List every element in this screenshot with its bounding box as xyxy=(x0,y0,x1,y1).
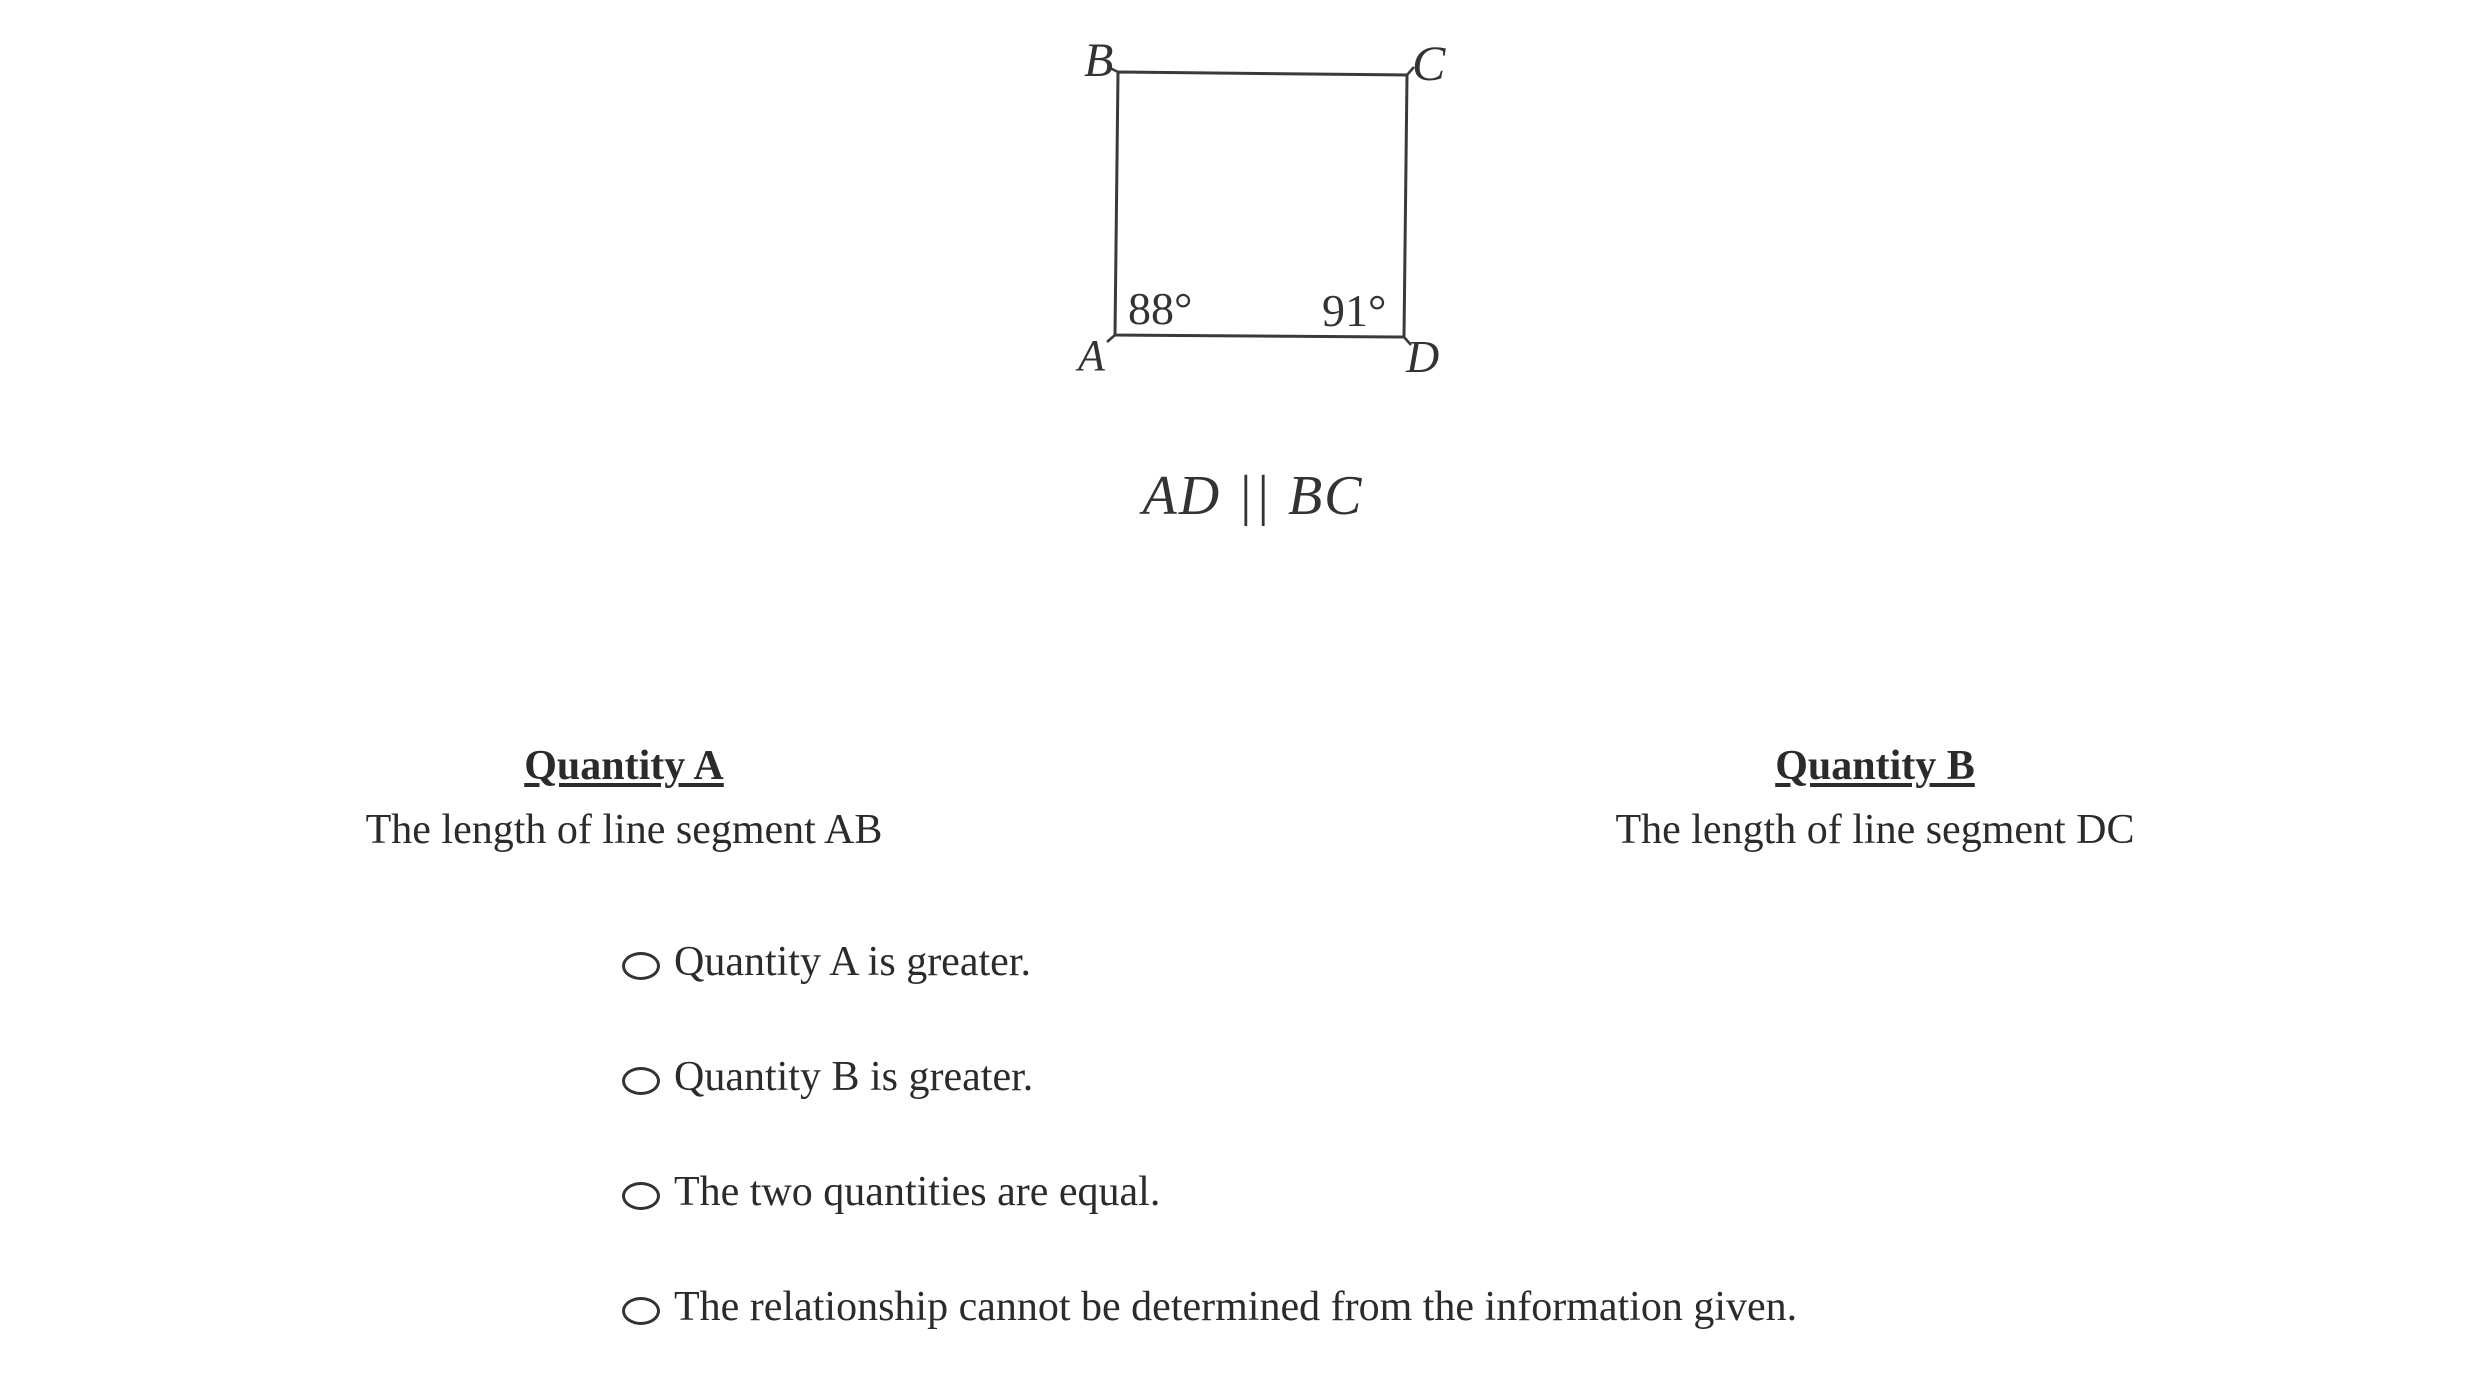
vertex-label-a: A xyxy=(1078,331,1105,380)
vertex-label-d: D xyxy=(1406,331,1440,382)
option-label[interactable]: The relationship cannot be determined from the information given. xyxy=(674,1284,1798,1330)
quantity-b-column xyxy=(1425,740,2325,856)
answer-options xyxy=(622,930,2322,1390)
quantity-b-description: The length of line segment DC xyxy=(1615,807,2135,853)
option-b-greater[interactable] xyxy=(622,1045,2322,1109)
radio-button-icon[interactable] xyxy=(622,1182,660,1210)
option-label[interactable]: Quantity B is greater. xyxy=(674,1054,1034,1100)
vertex-label-b: B xyxy=(1084,34,1114,87)
option-equal[interactable] xyxy=(622,1160,2322,1224)
angle-a-label: 88° xyxy=(1128,283,1193,334)
quantity-a-description: The length of line segment AB xyxy=(365,807,883,853)
quantity-b-title: Quantity B xyxy=(1775,743,1975,789)
quadrilateral-figure xyxy=(0,0,2484,560)
vertex-label-c: C xyxy=(1412,35,1446,91)
parallel-statement: AD || BC xyxy=(1142,465,1364,527)
vertex-a-tick xyxy=(1107,335,1115,342)
radio-button-icon[interactable] xyxy=(622,1297,660,1325)
option-a-greater[interactable] xyxy=(622,930,2322,994)
option-label[interactable]: Quantity A is greater. xyxy=(674,939,1031,985)
quantity-a-title: Quantity A xyxy=(524,743,724,789)
radio-button-icon[interactable] xyxy=(622,952,660,980)
radio-button-icon[interactable] xyxy=(622,1067,660,1095)
angle-d-label: 91° xyxy=(1322,285,1387,336)
option-label[interactable]: The two quantities are equal. xyxy=(674,1169,1161,1215)
option-cannot-determine[interactable] xyxy=(622,1275,2322,1339)
quantity-a-column xyxy=(174,740,1074,856)
